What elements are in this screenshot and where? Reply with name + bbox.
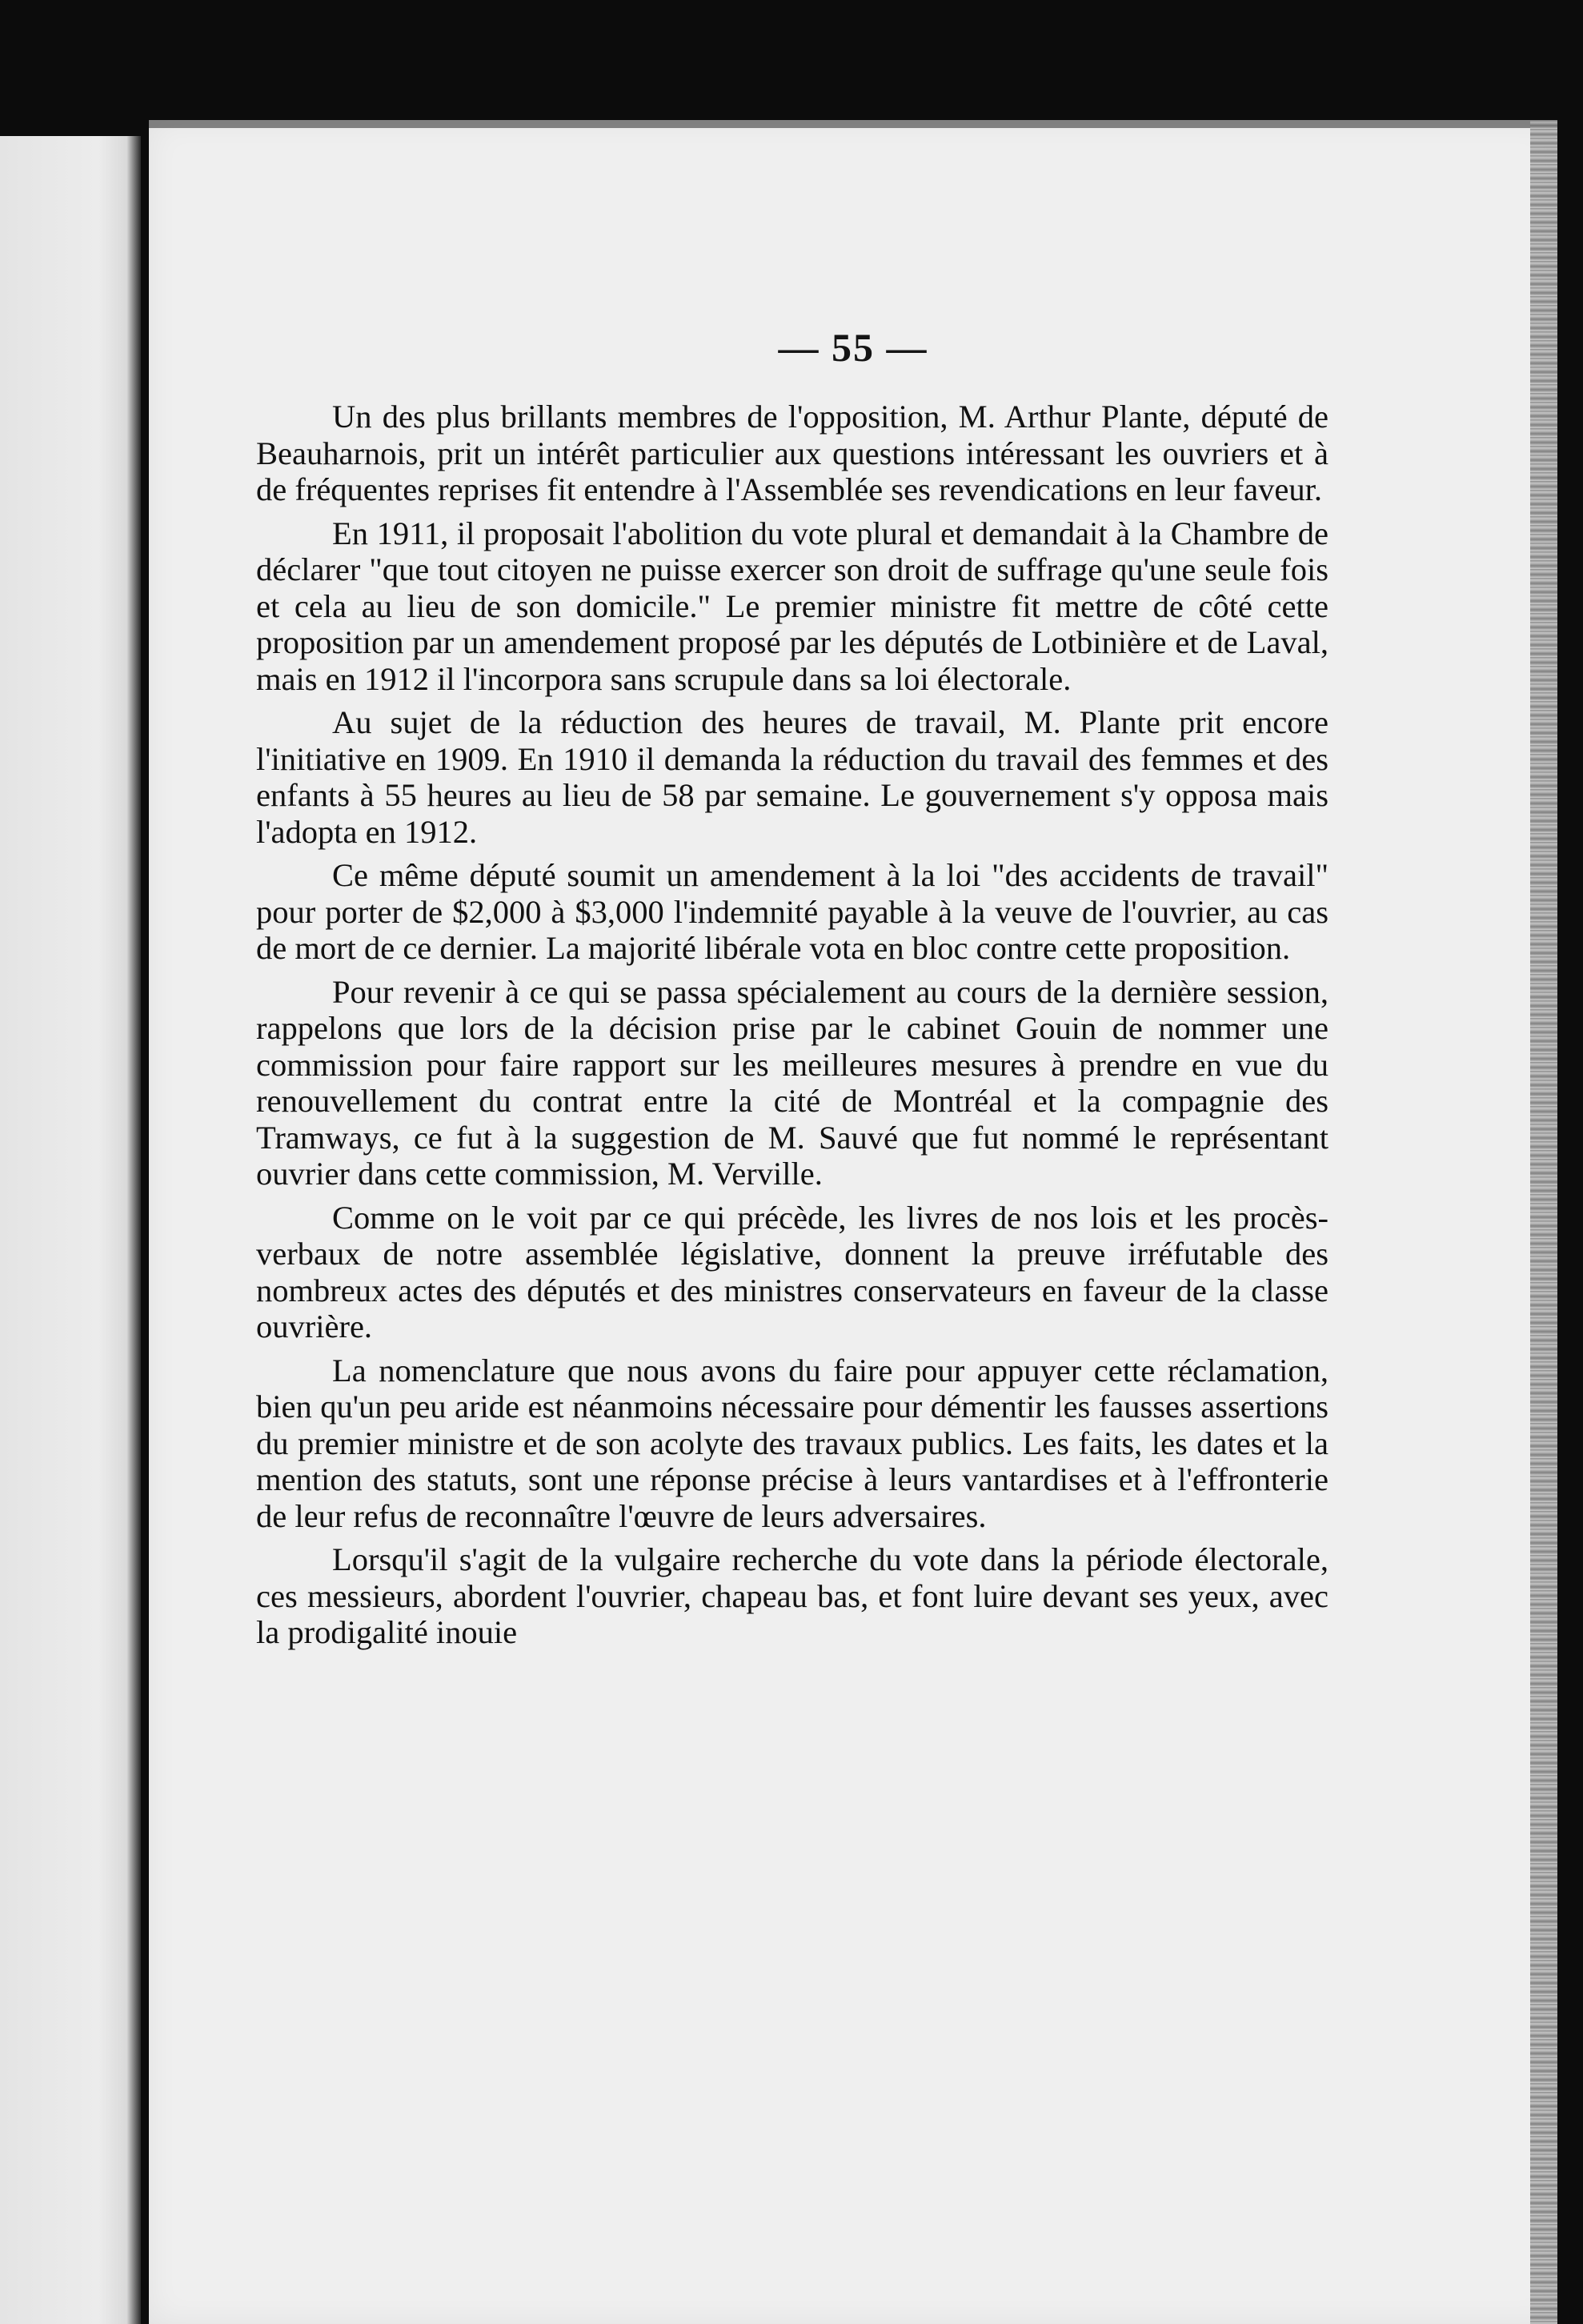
paragraph: La nomenclature que nous avons du faire pour appuyer cette réclamation, bien qu'un peu aride est néanmoins nécessaire pour démentir les fausses assertions du premier ministre et de son acolyte des travaux publics. Les faits, les dates et la mention des statuts, sont une réponse précise à leurs vantardises et à l'effronterie de leur refus de reconnaître l'œuvre de leurs adversaires. [256,1352,1329,1534]
paragraph: Pour revenir à ce qui se passa spécialement au cours de la dernière session, rappelons que lors de la décision prise par le cabinet Gouin de nommer une commission pour faire rapport sur les meilleures mesures à prendre en vue du renouvellement du contrat entre la cité de Montréal et la compagnie des Tramways, ce fut à la suggestion de M. Sauvé que fut nommé le représentant ouvrier dans cette commission, M. Verville. [256,973,1329,1192]
facing-page-edge [0,136,141,2324]
page-top-edge [149,120,1557,128]
paragraph: Ce même député soumit un amendement à la loi "des accidents de travail" pour porter de $2,000 à $3,000 l'indemnité payable à la veuve de l'ouvrier, au cas de mort de ce dernier. La majorité libérale vota en bloc contre cette proposition. [256,857,1329,966]
paragraph: Comme on le voit par ce qui précède, les livres de nos lois et les procès-verbaux de notre assemblée législative, donnent la preuve irréfutable des nombreux actes des députés et des ministres conservateurs en faveur de la classe ouvrière. [256,1199,1329,1344]
paragraph: En 1911, il proposait l'abolition du vote plural et demandait à la Chambre de déclarer "que tout citoyen ne puisse exercer son droit de suffrage qu'une seule fois et cela au lieu de son domicile." Le premier ministre fit mettre de côté cette proposition par un amendement proposé par les députés de Lotbinière et de Laval, mais en 1912 il l'incorpora sans scrupule dans sa loi électorale. [256,515,1329,697]
page-number: — 55 — [778,325,928,370]
body-text [256,399,1329,1658]
paragraph: Lorsqu'il s'agit de la vulgaire recherche du vote dans la période électorale, ces messieurs, abordent l'ouvrier, chapeau bas, et font luire devant ses yeux, avec la prodigalité inouie [256,1541,1329,1650]
paragraph: Au sujet de la réduction des heures de travail, M. Plante prit encore l'initiative en 1909. En 1910 il demanda la réduction du travail des femmes et des enfants à 55 heures au lieu de 58 par semaine. Le gouvernement s'y opposa mais l'adopta en 1912. [256,704,1329,850]
book-page [149,120,1557,2324]
page-fore-edge [1530,120,1557,2324]
paragraph: Un des plus brillants membres de l'opposition, M. Arthur Plante, député de Beauharnois, prit un intérêt particulier aux questions intéressant les ouvriers et à de fréquentes reprises fit entendre à l'Assemblée ses revendications en leur faveur. [256,399,1329,507]
